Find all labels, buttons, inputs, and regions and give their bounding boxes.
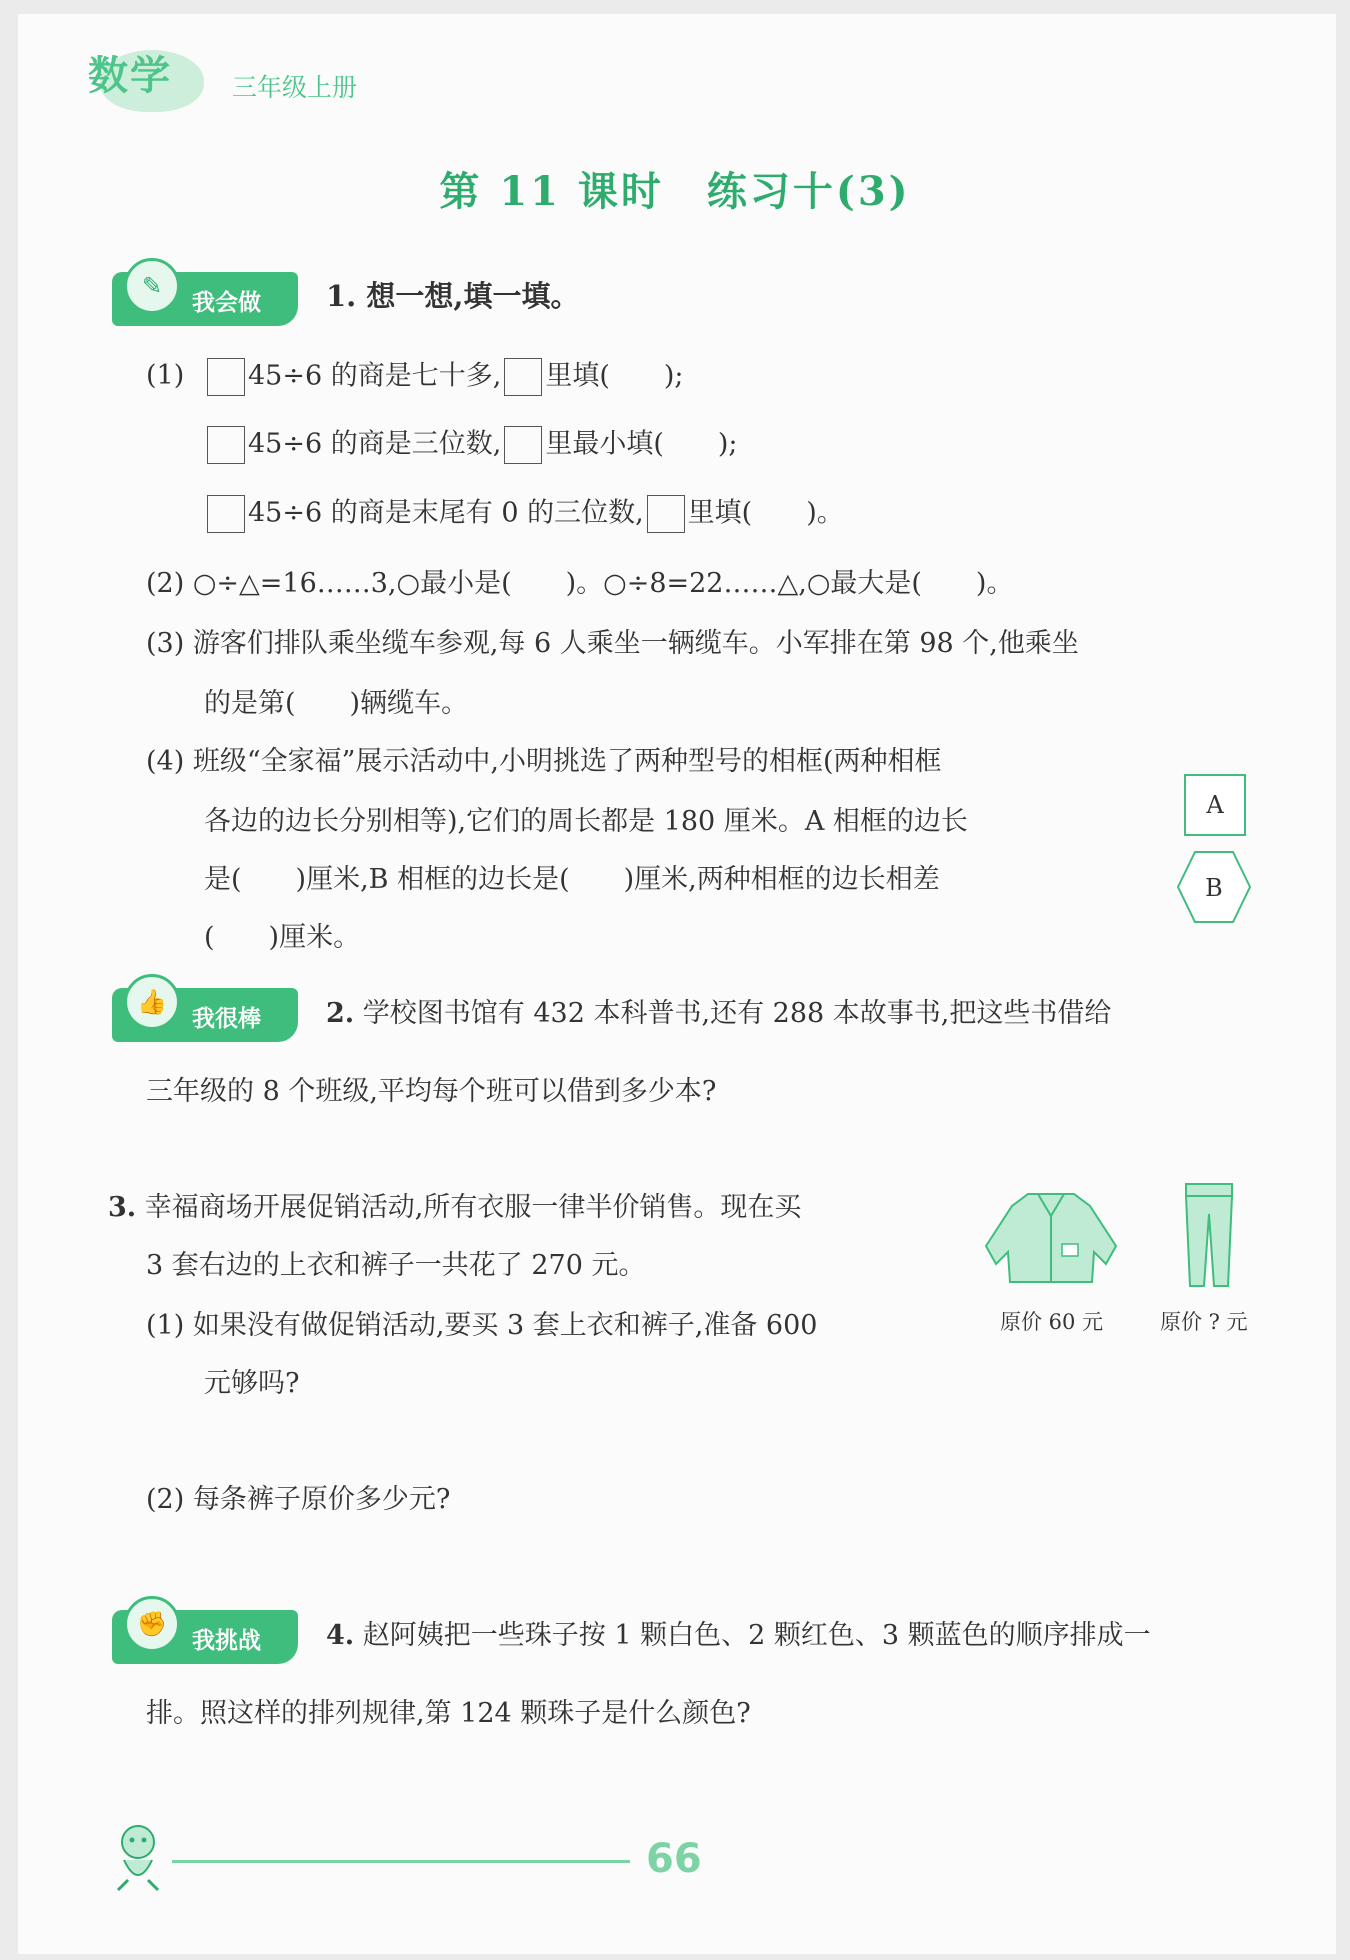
- page-number: 66: [646, 1836, 702, 1882]
- q1-p4-line1: (4) 班级“全家福”展示活动中,小明挑选了两种型号的相框(两种相框: [146, 746, 942, 777]
- answer-box[interactable]: [207, 426, 245, 464]
- q1-p1-line1: 45÷6 的商是七十多, 里填( );: [204, 358, 684, 396]
- q3-p1-line1: (1) 如果没有做促销活动,要买 3 套上衣和裤子,准备 600: [146, 1310, 818, 1341]
- q1-p3-line1: (3) 游客们排队乘坐缆车参观,每 6 人乘坐一辆缆车。小军排在第 98 个,他乘坐: [146, 628, 1079, 659]
- jacket-price: 原价 60 元: [1000, 1310, 1104, 1334]
- q1-p4-line4: ( )厘米。: [204, 922, 361, 953]
- frame-a-square: [1184, 774, 1246, 836]
- q3-p2: (2) 每条裤子原价多少元?: [146, 1484, 451, 1515]
- answer-box[interactable]: [207, 358, 245, 396]
- badge-label: 我会做: [192, 290, 261, 316]
- badge-challenge: [112, 1610, 298, 1664]
- q4-line2: 排。照这样的排列规律,第 124 颗珠子是什么颜色?: [146, 1698, 751, 1729]
- q2-line1: 2. 学校图书馆有 432 本科普书,还有 288 本故事书,把这些书借给: [326, 998, 1112, 1029]
- q1-p1-label: (1): [146, 360, 185, 391]
- header-subject: 数学: [88, 53, 172, 99]
- fist-icon: ✊: [124, 1596, 180, 1652]
- frame-b-hexagon: [1176, 850, 1252, 924]
- answer-box[interactable]: [647, 495, 685, 533]
- badge-label: 我挑战: [192, 1628, 261, 1654]
- q1-p1-line2: 45÷6 的商是三位数, 里最小填( );: [204, 426, 738, 464]
- q1-p3-line2: 的是第( )辆缆车。: [204, 688, 469, 719]
- q2-line2: 三年级的 8 个班级,平均每个班可以借到多少本?: [146, 1076, 717, 1107]
- q4-line1: 4. 赵阿姨把一些珠子按 1 颗白色、2 颗红色、3 颗蓝色的顺序排成一: [326, 1620, 1151, 1651]
- pencil-icon: ✎: [124, 258, 180, 314]
- q1-p1-line3: 45÷6 的商是末尾有 0 的三位数, 里填( )。: [204, 495, 844, 533]
- thumbs-up-icon: 👍: [124, 974, 180, 1030]
- answer-box[interactable]: [207, 495, 245, 533]
- q1-stem: 1. 想一想,填一填。: [326, 279, 580, 313]
- pants-icon: [1180, 1180, 1238, 1290]
- q3-line2: 3 套右边的上衣和裤子一共花了 270 元。: [146, 1250, 646, 1281]
- q3-line1: 3. 幸福商场开展促销活动,所有衣服一律半价销售。现在买: [108, 1192, 802, 1223]
- frame-a-label: A: [1206, 791, 1224, 819]
- q1-p4-line3: 是( )厘米,B 相框的边长是( )厘米,两种相框的边长相差: [204, 864, 940, 895]
- badge-label: 我很棒: [192, 1006, 261, 1032]
- mascot-icon: [106, 1820, 170, 1892]
- badge-can-do: [112, 272, 298, 326]
- frame-b-label: B: [1205, 874, 1223, 902]
- pants-price: 原价 ? 元: [1160, 1310, 1248, 1334]
- lesson-title: 第 11 课时 练习十(3): [439, 168, 911, 215]
- header-grade: 三年级上册: [232, 73, 358, 102]
- jacket-icon: [978, 1186, 1124, 1286]
- q1-p4-line2: 各边的边长分别相等),它们的周长都是 180 厘米。A 相框的边长: [204, 806, 968, 837]
- answer-box[interactable]: [504, 358, 542, 396]
- q1-p2: (2) ○÷△=16……3,○最小是( )。○÷8=22……△,○最大是( )。: [146, 568, 1014, 599]
- q3-p1-line2: 元够吗?: [204, 1368, 300, 1399]
- answer-box[interactable]: [504, 426, 542, 464]
- footer-line: [172, 1860, 630, 1863]
- badge-great: [112, 988, 298, 1042]
